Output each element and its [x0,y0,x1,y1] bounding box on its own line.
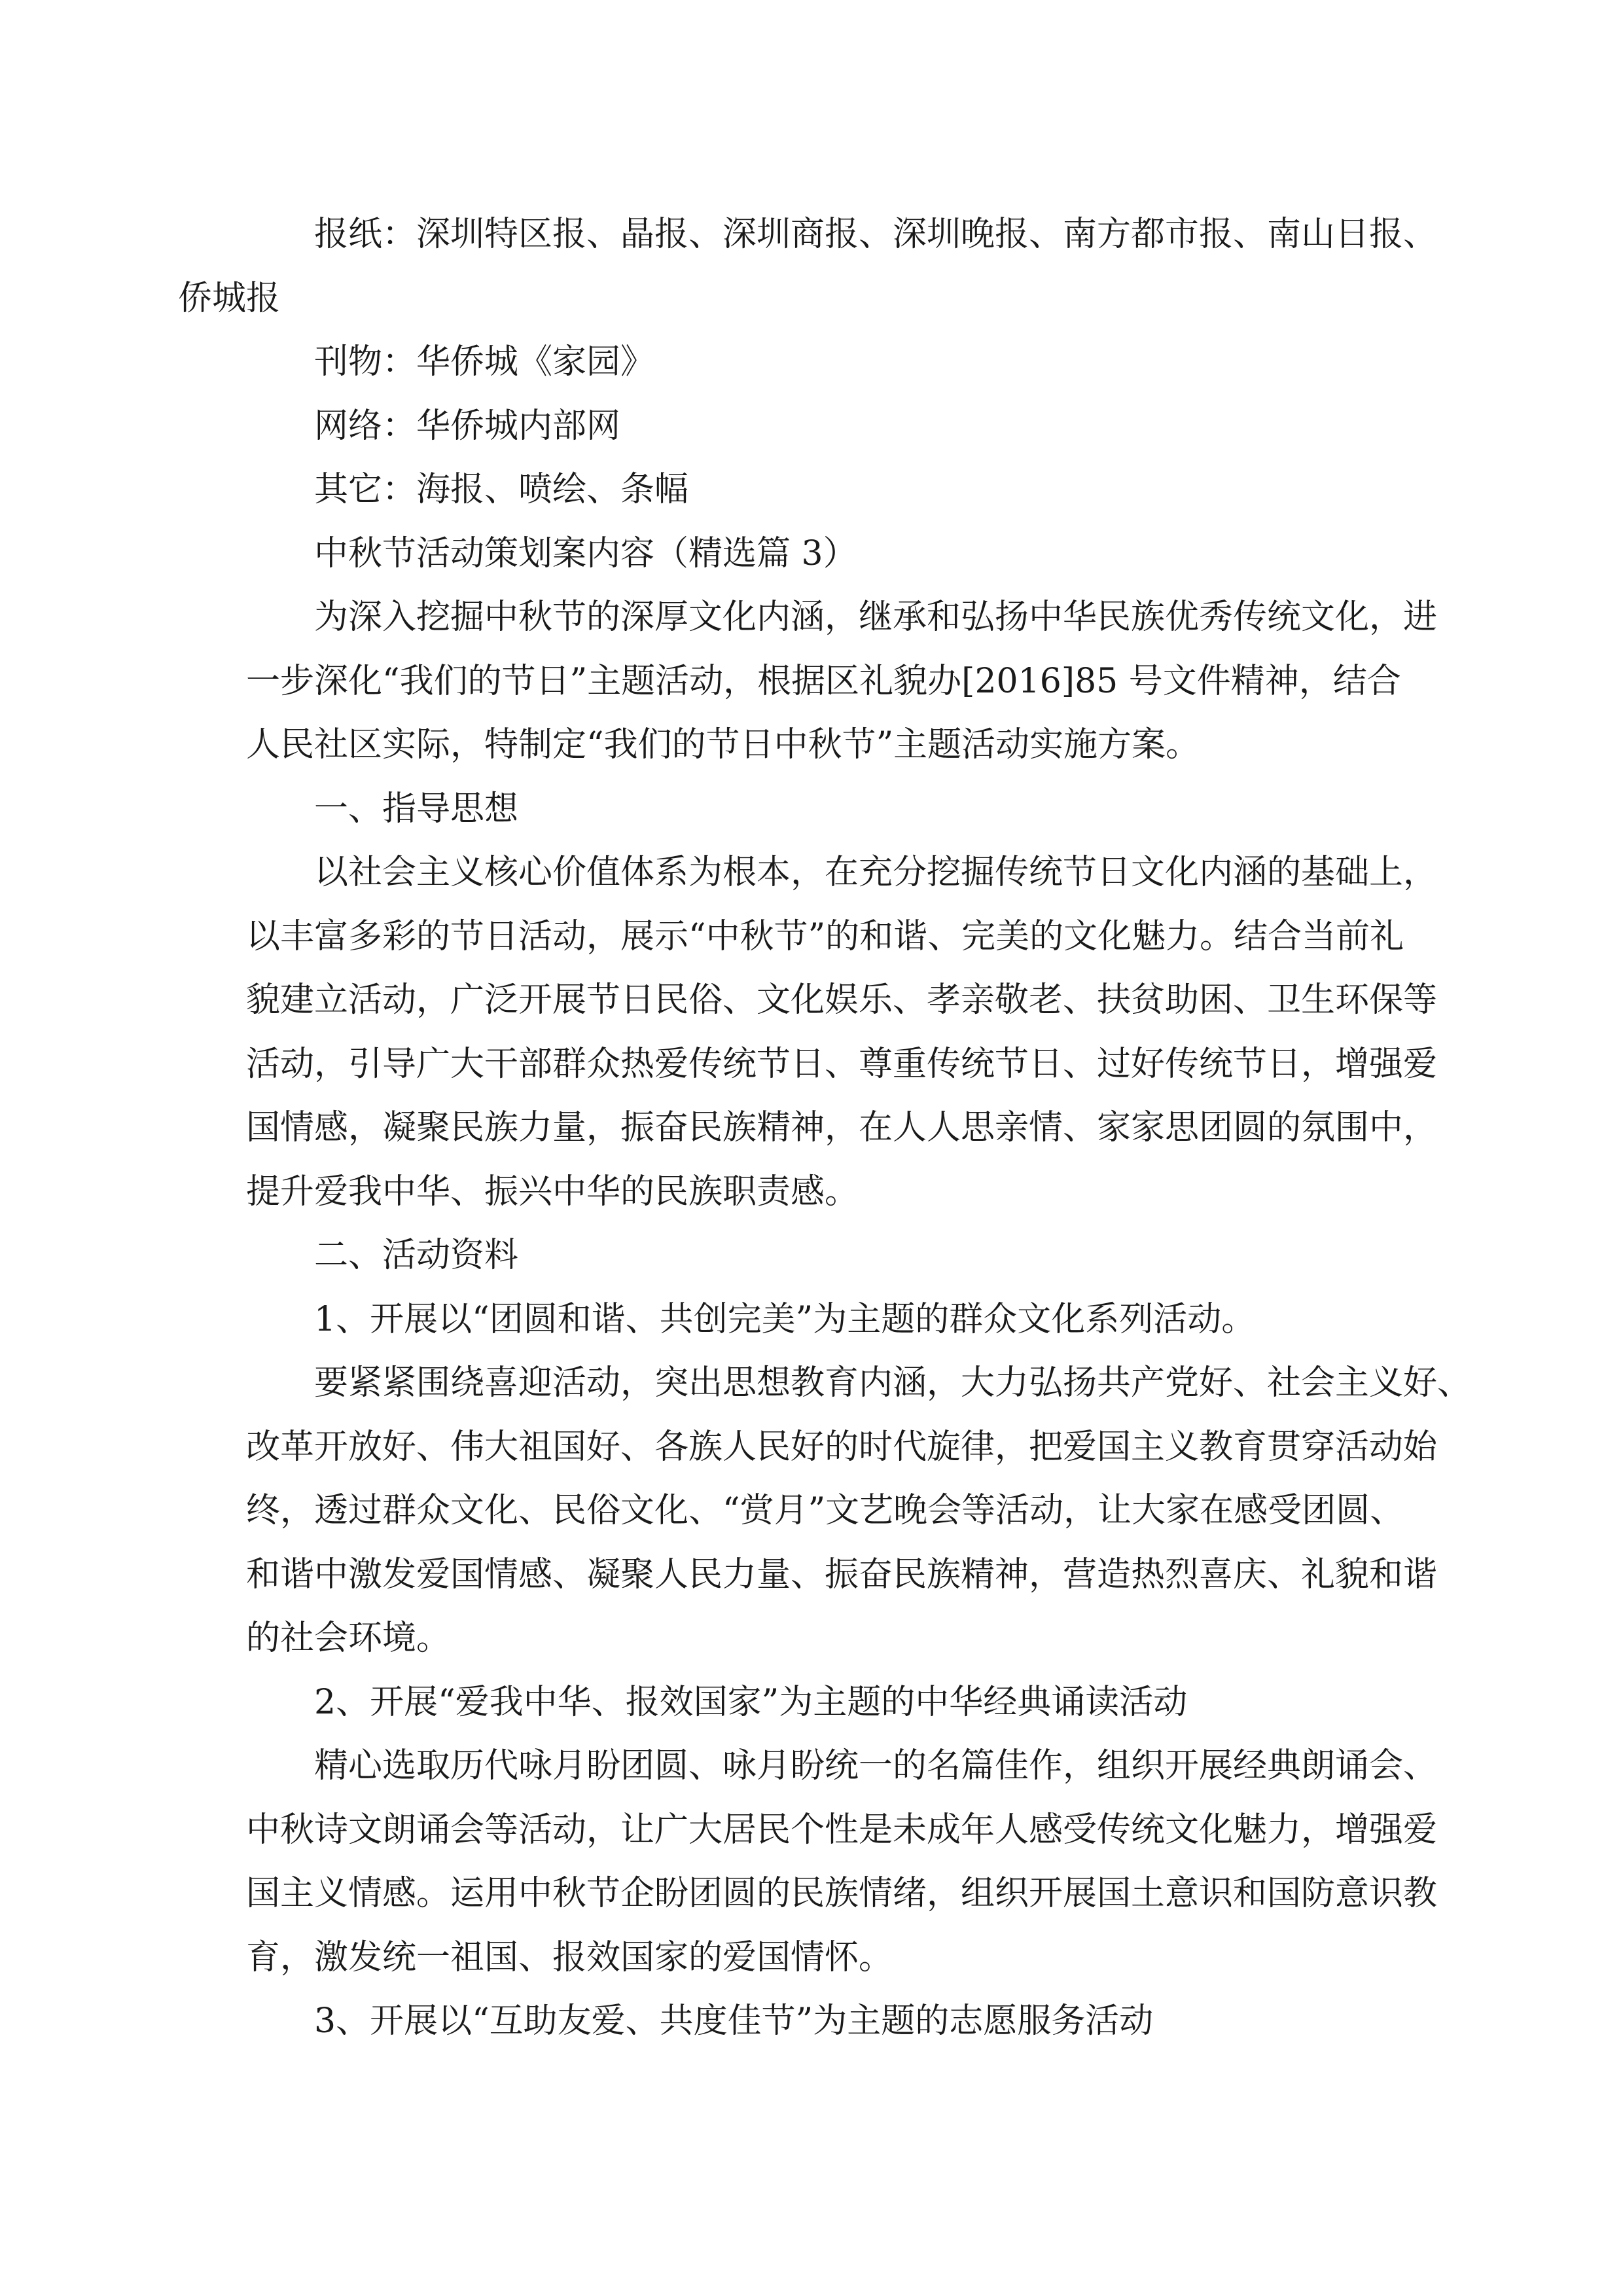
heading-guiding-thought [246,778,1385,842]
intro-paragraph [246,586,1438,778]
text-line: 改革开放好、伟大祖国好、各族人民好的时代旋律，把爱国主义教育贯穿活动始 [246,1427,1438,1467]
text-line: 为深入挖掘中秋节的深厚文化内涵，继承和弘扬中华民族优秀传统文化，进 [314,598,1438,637]
heading-activity-materials [246,1224,1385,1288]
text-line: 提升爱我中华、振兴中华的民族职责感。 [246,1172,859,1211]
text-line: 其它：海报、喷绘、条幅 [314,470,689,509]
text-line: 要紧紧围绕喜迎活动，突出思想教育内涵，大力弘扬共产党好、社会主义好、 [314,1363,1472,1403]
network-paragraph [246,395,1385,459]
item-1-title [246,1288,1385,1352]
text-line: 以社会主义核心价值体系为根本，在充分挖掘传统节日文化内涵的基础上， [314,853,1438,892]
item-2-title [246,1671,1385,1735]
text-line: 二、活动资料 [314,1236,519,1275]
text-line: 报纸：深圳特区报、晶报、深圳商报、深圳晚报、南方都市报、南山日报、 [314,215,1438,254]
section-title [246,522,1385,586]
text-line: 1、开展以“团圆和谐、共创完美”为主题的群众文化系列活动。 [314,1299,1256,1339]
newspapers-paragraph [178,203,1438,331]
item-2-paragraph [246,1734,1438,1990]
text-line: 3、开展以“互助友爱、共度佳节”为主题的志愿服务活动 [314,2001,1154,2041]
text-line: 和谐中激发爱国情感、凝聚人民力量、振奋民族精神，营造热烈喜庆、礼貌和谐 [246,1554,1438,1594]
text-line: 2、开展“爱我中华、报效国家”为主题的中华经典诵读活动 [314,1682,1188,1722]
text-line: 一步深化“我们的节日”主题活动，根据区礼貌办[2016]85 号文件精神，结合 [246,661,1401,701]
text-line: 国主义情感。运用中秋节企盼团圆的民族情绪，组织开展国土意识和国防意识教 [246,1874,1438,1913]
text-line: 育，激发统一祖国、报效国家的爱国情怀。 [246,1937,893,1977]
item-1-paragraph [246,1352,1472,1671]
guiding-paragraph [246,841,1438,1224]
text-line: 的社会环境。 [246,1619,451,1658]
document-body [178,203,1472,2054]
text-line: 刊物：华侨城《家园》 [314,342,655,382]
text-line: 国情感，凝聚民族力量，振奋民族精神，在人人思亲情、家家思团圆的氛围中， [246,1108,1438,1147]
text-line: 中秋节活动策划案内容（精选篇 3） [314,533,857,573]
text-line: 貌建立活动，广泛开展节日民俗、文化娱乐、孝亲敬老、扶贫助困、卫生环保等 [246,980,1438,1020]
text-line: 人民社区实际，特制定“我们的节日中秋节”主题活动实施方案。 [246,725,1200,764]
text-line: 终，透过群众文化、民俗文化、“赏月”文艺晚会等活动，让大家在感受团圆、 [246,1491,1404,1530]
text-line: 一、指导思想 [314,789,519,829]
item-3-title [246,1990,1385,2054]
text-line: 网络：华侨城内部网 [314,406,621,446]
text-line: 精心选取历代咏月盼团圆、咏月盼统一的名篇佳作，组织开展经典朗诵会、 [314,1746,1438,1785]
others-paragraph [246,458,1385,522]
text-line: 中秋诗文朗诵会等活动，让广大居民个性是未成年人感受传统文化魅力，增强爱 [246,1810,1438,1850]
text-line: 活动，引导广大干部群众热爱传统节日、尊重传统节日、过好传统节日，增强爱 [246,1044,1438,1084]
text-line: 侨城报 [178,278,281,318]
text-line: 以丰富多彩的节日活动，展示“中秋节”的和谐、完美的文化魅力。结合当前礼 [246,916,1404,956]
periodicals-paragraph [246,331,1385,395]
